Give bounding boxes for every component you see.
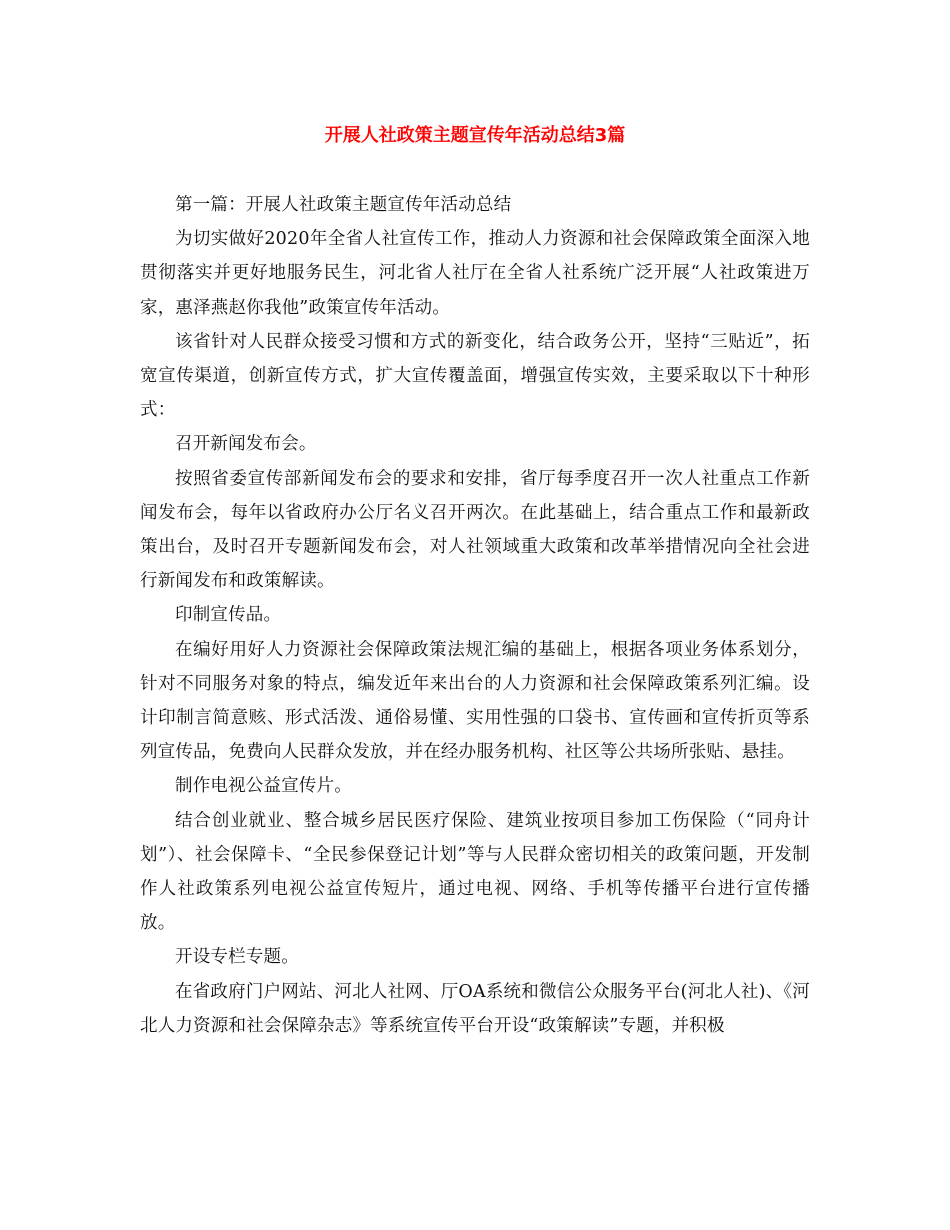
document-title: 开展人社政策主题宣传年活动总结3篇 — [324, 125, 626, 146]
heading-part-one: 第一篇：开展人社政策主题宣传年活动总结 — [175, 195, 512, 215]
paragraph-tv-promo: 结合创业就业、整合城乡居民医疗保险、建筑业按项目参加工伤保险（“同舟计划”）、社会保障卡、“全民参保登记计划”等与人民群众密切相关的政策问题，开发制作人社政策系列电视公益宣传短片，通过电视、网络、手机等传播平台进行宣传播放。 — [140, 810, 810, 934]
paragraph-printed-materials: 在编好用好人力资源社会保障政策法规汇编的基础上，根据各项业务体系划分，针对不同服务对象的特点，编发近年来出台的人力资源和社会保障政策系列汇编。设计印制言简意赅、形式活泼、通俗易懂、实用性强的口袋书、宣传画和宣传折页等系列宣传品，免费向人民群众发放，并在经办服务机构、社区等公共场所张贴、悬挂。 — [140, 639, 810, 763]
subheading-columns: 开设专栏专题。 — [175, 947, 299, 968]
paragraph-columns: 在省政府门户网站、河北人社网、厅OA系统和微信公众服务平台(河北人社)、《河北人力资源和社会保障杂志》等系统宣传平台开设“政策解读”专题，并积极 — [140, 981, 810, 1036]
paragraph-forms: 该省针对人民群众接受习惯和方式的新变化，结合政务公开，坚持“三贴近”，拓宽宣传渠道，创新宣传方式，扩大宣传覆盖面，增强宣传实效，主要采取以下十种形式： — [140, 331, 810, 421]
paragraph-press-conference: 按照省委宣传部新闻发布会的要求和安排，省厅每季度召开一次人社重点工作新闻发布会，每年以省政府办公厅名义召开两次。在此基础上，结合重点工作和最新政策出台，及时召开专题新闻发布会，对人社领域重大政策和改革举措情况向全社会进行新闻发布和政策解读。 — [140, 468, 810, 592]
subheading-printed-materials: 印制宣传品。 — [175, 605, 282, 626]
subheading-press-conference: 召开新闻发布会。 — [175, 434, 317, 455]
document-body — [140, 188, 810, 1043]
paragraph-intro: 为切实做好2020年全省人社宣传工作，推动人力资源和社会保障政策全面深入地贯彻落实并更好地服务民生，河北省人社厅在全省人社系统广泛开展“人社政策进万家，惠泽燕赵你我他”政策宣传年活动。 — [140, 229, 810, 318]
subheading-tv-promo: 制作电视公益宣传片。 — [175, 776, 352, 797]
